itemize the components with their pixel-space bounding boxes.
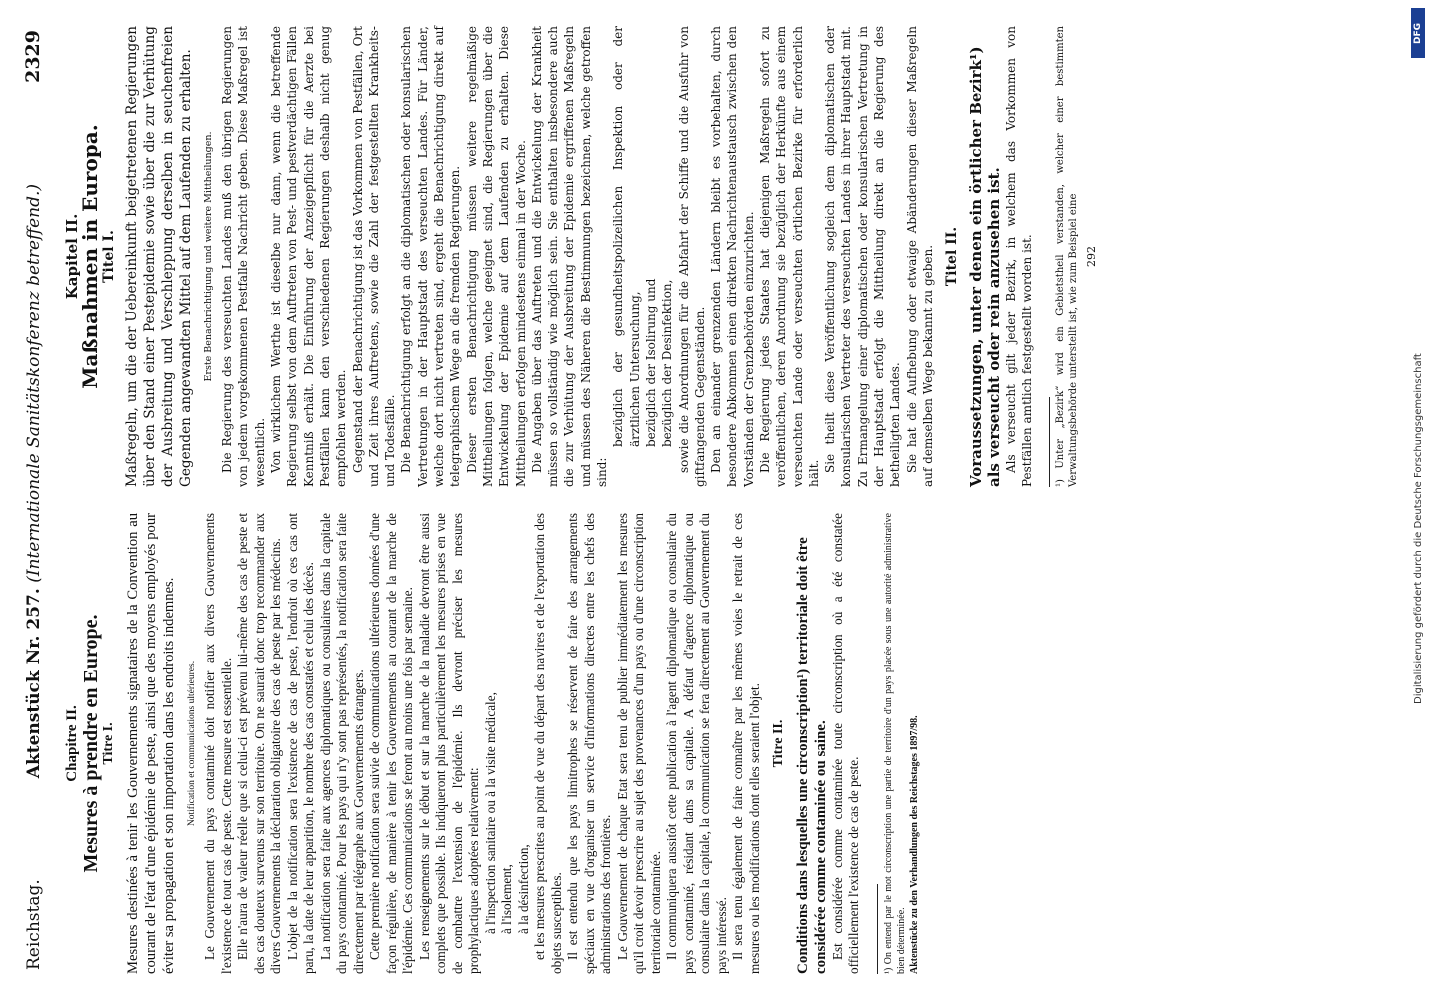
french-column xyxy=(60,513,1100,974)
paragraph: Die Regierung jedes Staates hat diejenigen Maßregeln sofort zu veröffentlichen, deren Anordnung sie bezüglich der Herkünfte aus einem verseuchten Lande oder verseuchten örtlichen Bezirke für erforderlich hält. xyxy=(757,26,821,487)
titre-heading: Titre I. xyxy=(101,722,116,765)
dfg-logo: DFG xyxy=(1413,22,1423,44)
list-item: à l'inspection sanitaire ou à la visite médicale, xyxy=(482,692,498,934)
footnote-rule xyxy=(1049,397,1050,487)
footnote-rule xyxy=(877,884,878,974)
footnote: ¹) Unter „Bezirk“ wird ein Gebietstheil verstanden, welcher einer bestimmten Verwaltungsbehörde unterstellt ist, wie zum Beispiel eine xyxy=(1055,26,1080,487)
titre-2-heading: Titel II. xyxy=(944,226,961,287)
paragraph: Le Gouvernement du pays contaminé doit notifier aux divers Gouvernements l'existence de tout cas de peste. Cette mesure est essentielle. xyxy=(202,513,234,974)
paragraph: Die Angaben über das Auftreten und die Entwickelung der Krankheit müssen so vollständig wie möglich sein. Sie enthalten insbesondere auch die zur Verhütung der Ausbreitung der Epidemie ergriffenen Maßregeln und müssen des Näheren die Bestimmungen bezeichnen, welche getroffen sind: xyxy=(529,26,610,487)
list-item: bezüglich der gesundheitspolizeilichen Inspektion oder der ärztlichen Untersuchung, xyxy=(611,26,642,447)
list-item: à l'isolement, xyxy=(499,864,514,934)
chapter-heading: Chapitre II. xyxy=(64,705,80,782)
header-subject: (Internationale Sanitätskonferenz betreffend.) xyxy=(24,183,44,583)
header-left: Reichstag. xyxy=(24,879,44,970)
paragraph: Den an einander grenzenden Ländern bleibt es vorbehalten, durch besondere Abkommen einen direkten Nachrichtenaustausch zwischen den Vorständen der Grenzbehörden einzurichten. xyxy=(709,26,756,487)
header-middle xyxy=(24,184,44,778)
list-item: à la désinfection, xyxy=(515,844,531,934)
subheading: Notification et communications ultérieures. xyxy=(186,660,197,827)
header-document-number: Aktenstück Nr. 257. xyxy=(24,588,44,779)
list-item: bezüglich der Isolirung und xyxy=(643,278,658,447)
paragraph: Il est entendu que les pays limitrophes se réservent de faire des arrangements spéciaux en vue d'organiser un service d'informations directes entre les chefs des administrations des frontières. xyxy=(565,513,613,974)
footnote: ¹) On entend par le mot circonscription une partie de territoire d'un pays placée sous une autorité administrative bien déterminée. xyxy=(882,513,907,974)
footnote-reference: Aktenstücke zu den Verhandlungen des Reichstages 1897/98. xyxy=(908,715,920,974)
paragraph: Als verseucht gilt jeder Bezirk, in welchem das Vorkommen von Pestfällen amtlich festgestellt worden ist. xyxy=(1003,26,1034,487)
section-title: Voraussetzungen, unter denen ein örtlicher Bezirk¹) als verseucht oder rein anzusehen ist. xyxy=(966,46,1003,487)
paragraph: Sie theilt diese Veröffentlichung sogleich dem diplomatischen oder konsularischen Vertreter des verseuchten Landes in ihrer Hauptstadt mit. Zu Ermangelung einer diplomatischen oder konsularischen Vertretung in der Hauptstadt erfolgt die Mittheilung direkt an die Regierung des betheiligten Landes. xyxy=(823,26,903,487)
paragraph: Gegenstand der Benachrichtigung ist das Vorkommen von Pestfällen, Ort und Zeit ihres Auftretens, sowie die Zahl der festgestellten Krankheits- und Todesfälle. xyxy=(350,26,398,487)
lead-paragraph: Maßregeln, um die der Uebereinkunft beigetretenen Regierungen über den Stand einer Pestepidemie sowie über die zur Verhütung der Ausbreitung und Verschleppung derselben in seuchenfreien Gegenden angewandten Mittel auf dem Laufenden zu erhalten. xyxy=(123,26,194,487)
paragraph: Les renseignements sur le début et sur la marche de la maladie devront être aussi complets que possible. Ils indiqueront plus particulièrement les mesures prises en vue de combattre l'extension de l'épidémie. Ils devront préciser les mesures prophylactiques adoptées relativement: xyxy=(416,513,481,974)
paragraph: Die Benachrichtigung erfolgt an die diplomatischen oder konsularischen Vertretungen in der Hauptstadt des verseuchten Landes. Für Länder, welche dort nicht vertreten sind, ergeht die Benachrichtigung direkt auf telegraphischem Wege an die fremden Regierungen. xyxy=(399,26,463,487)
chapter-heading: Kapitel II. xyxy=(63,213,81,300)
paragraph: sowie die Anordnungen für die Abfahrt der Schiffe und die Ausfuhr von giftfangenden Gegenständen. xyxy=(676,26,707,487)
titre-heading: Titel I. xyxy=(100,230,117,283)
bottom-page-number: 292 xyxy=(1085,246,1099,267)
paragraph: Die Regierung des verseuchten Landes muß den übrigen Regierungen von jedem vorgekommenen Pestfalle Nachricht geben. Diese Maßregel ist wesentlich. xyxy=(220,26,267,487)
paragraph: Von wirklichem Werthe ist dieselbe nur dann, wenn die betreffende Regierung selbst von dem Auftreten von Pest- und pestverdächtigen Fällen Kenntniß erhält. Die Einführung der Anzeigepflicht für die Aerzte bei Pestfällen kann den verschiedenen Regierungen deshalb nicht genug empfohlen werden. xyxy=(269,26,349,487)
section-heading: Maßnahmen in Europa. xyxy=(78,124,103,389)
header-page-number: 2329 xyxy=(22,30,44,83)
paragraph: Cette première notification sera suivie de communications ultérieures données d'une façon régulière, de manière à tenir les Gouvernements au courant de la marche de l'épidémie. Ces communications se feront au moins une fois par semaine. xyxy=(367,513,415,974)
german-column xyxy=(60,26,1100,487)
titre-2-heading: Titre II. xyxy=(771,719,786,768)
section-title: Conditions dans lesquelles une circonscription¹) territoriale doit être considérée comme contaminée ou saine. xyxy=(794,537,829,974)
section-heading: Mesures à prendre en Europe. xyxy=(79,614,102,873)
paragraph: La notification sera faite aux agences diplomatiques ou consulaires dans la capitale du pays contaminé. Pour les pays qui n'y sont pas représentés, la notification sera faite directement par télégraphe aux Gouvernements étrangers. xyxy=(317,513,366,974)
paragraph: Dieser ersten Benachrichtigung müssen weitere regelmäßige Mittheilungen folgen, welche geeignet sind, die Regierungen über die Entwickelung der Epidemie auf dem Laufenden zu erhalten. Diese Mittheilungen erfolgen mindestens einmal in der Woche. xyxy=(464,26,528,487)
paragraph: Elle n'aura de valeur réelle que si celui-ci est prévenu lui-même des cas de peste et des cas douteux survenus sur son territoire. On ne saurait donc trop recommander aux divers Gouvernements la déclaration obligatoire des cas de peste par les médecins. xyxy=(235,513,283,974)
lead-paragraph: Mesures destinées à tenir les Gouvernements signataires de la Convention au courant de l'état d'une épidémie de peste, ainsi que des moyens employés pour éviter sa propagation et son importation dans les endroits indemnes. xyxy=(124,513,177,974)
paragraph: Est considérée comme contaminée toute circonscription où a été constatée officiellement l'existence de cas de peste. xyxy=(829,513,861,974)
paragraph: et les mesures prescrites au point de vue du départ des navires et de l'exportation des objets susceptibles. xyxy=(532,513,564,974)
list-item: bezüglich der Desinfektion, xyxy=(660,279,675,447)
paragraph: Il sera tenu également de faire connaître par les mêmes voies le retrait de ces mesures ou les modifications dont elles seraient l'objet. xyxy=(730,513,762,974)
paragraph: Sie hat die Aufhebung oder etwaige Abänderungen dieser Maßregeln auf demselben Wege bekannt zu geben. xyxy=(904,26,935,487)
subheading: Erste Benachrichtigung und weitere Mittheilungen. xyxy=(202,131,214,382)
dfg-margin-strip xyxy=(1405,0,1434,1000)
paragraph: L'objet de la notification sera l'existence de cas de peste, l'endroit où ces cas ont paru, la date de leur apparition, le nombre des cas constatés et celui des décès. xyxy=(284,513,316,974)
running-header xyxy=(8,26,52,974)
paragraph: Le Gouvernement de chaque Etat sera tenu de publier immédiatement les mesures qu'il croit devoir prescrire au sujet des provenances d'un pays ou d'une circonscription territoriale contaminée. xyxy=(614,513,663,974)
dfg-funding-notice: Digitalisierung gefördert durch die Deutsche Forschungsgemeinschaft xyxy=(1413,353,1424,704)
paragraph: Il communiquera aussitôt cette publication à l'agent diplomatique ou consulaire du pays contaminé, résidant dans sa capitale. A défaut d'agence diplomatique ou consulaire dans la capitale, la communication se fera directement au Gouvernement du pays intéressé. xyxy=(664,513,729,974)
